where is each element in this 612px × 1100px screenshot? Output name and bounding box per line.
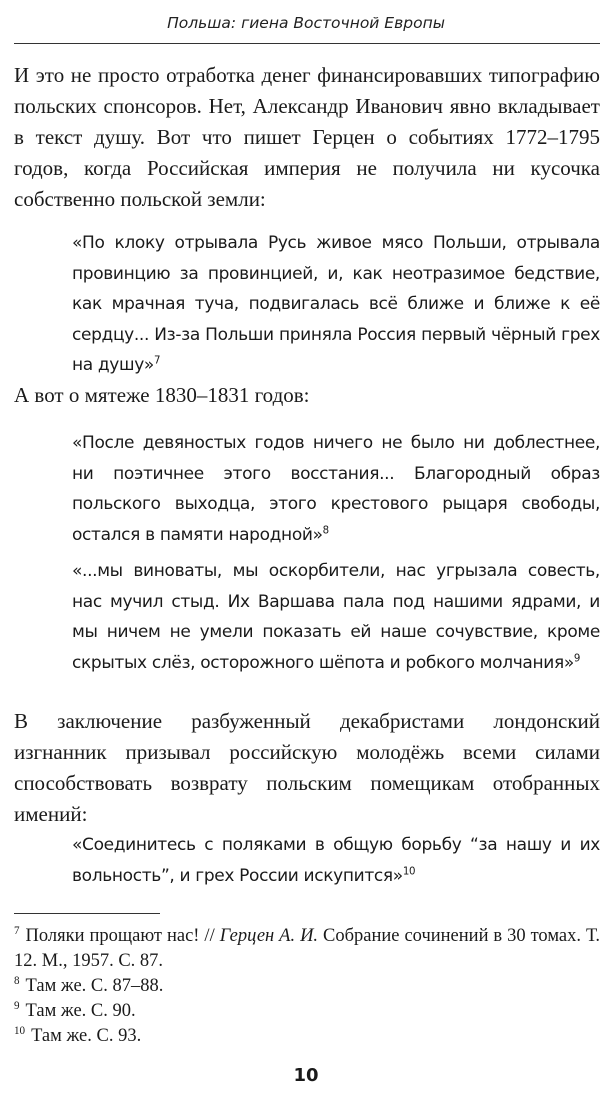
footnote-9 bbox=[14, 999, 600, 1024]
page-number: 10 bbox=[293, 1065, 319, 1086]
paragraph-2 bbox=[14, 380, 600, 411]
footnote-ref-8[interactable]: 8 bbox=[322, 524, 329, 536]
footnote-ref-9[interactable]: 9 bbox=[573, 652, 581, 664]
quote-2 bbox=[72, 428, 600, 550]
footnote-number: 9 bbox=[14, 999, 20, 1012]
paragraph-2-text: А вот о мятеже 1830–1831 годов: bbox=[14, 383, 310, 407]
footnote-10 bbox=[14, 1024, 600, 1049]
paragraph-1 bbox=[14, 60, 600, 215]
header-rule bbox=[14, 43, 600, 44]
footnote-8 bbox=[14, 974, 600, 999]
paragraph-1-text: И это не просто отработка денег финансировавших типографию польских спонсоров. Нет, Александр Иванович явно вкладывает в текст душу. Вот что пишет Герцен о событиях 1772–1795 годов, когда Российская империя не получила ни кусочка собственно польской земли: bbox=[14, 63, 600, 211]
running-header: Польша: гиена Восточной Европы bbox=[167, 14, 445, 32]
quote-3 bbox=[72, 556, 600, 678]
footnote-7 bbox=[14, 924, 600, 974]
quote-3-text: «...мы виноваты, мы оскорбители, нас угрызала совесть, нас мучил стыд. Их Варшава пала под нашими ядрами, и мы ничем не умели показать ей наше сочувствие, кроме скрытых слёз, осторожного шёпота и робкого молчания» bbox=[72, 561, 600, 673]
footnote-number: 7 bbox=[14, 924, 20, 937]
quote-1-text: «По клоку отрывала Русь живое мясо Польши, отрывала провинцию за провинцией, и, как неотразимое бедствие, как мрачная туча, подвигалась всё ближе и ближе к её сердцу... Из-за Польши приняла Россия первый чёрный грех на душу» bbox=[72, 233, 600, 375]
footnote-author: Герцен А. И. bbox=[219, 926, 319, 946]
quote-2-text: «После девяностых годов ничего не было ни доблестнее, ни поэтичнее этого восстания... Благородный образ польского выходца, этого крестового рыцаря свободы, остался в памяти народной» bbox=[72, 433, 600, 545]
footnote-text: Там же. С. 93. bbox=[31, 1026, 142, 1046]
footnote-number: 8 bbox=[14, 974, 20, 987]
footnote-ref-10[interactable]: 10 bbox=[402, 865, 416, 877]
footnote-number: 10 bbox=[14, 1024, 26, 1037]
footnote-ref-7[interactable]: 7 bbox=[153, 355, 161, 367]
footnote-text: Там же. С. 87–88. bbox=[25, 976, 164, 996]
footnote-text: Собрание сочинений в 30 томах. Т. 12. М., 1957. С. 87. bbox=[14, 926, 601, 971]
paragraph-3 bbox=[14, 706, 600, 830]
paragraph-3-text: В заключение разбуженный декабристами лондонский изгнанник призывал российскую молодёжь всеми силами способствовать возврату польским помещикам отобранных имений: bbox=[14, 709, 600, 826]
quote-4-text: «Соединитесь с поляками в общую борьбу “за нашу и их вольность”, и грех России искупится» bbox=[72, 835, 600, 886]
quote-1 bbox=[72, 228, 600, 381]
footnote-text: Поляки прощают нас! // bbox=[25, 926, 215, 946]
footnote-rule bbox=[14, 913, 160, 914]
quote-4 bbox=[72, 830, 600, 891]
footnote-text: Там же. С. 90. bbox=[25, 1001, 136, 1021]
